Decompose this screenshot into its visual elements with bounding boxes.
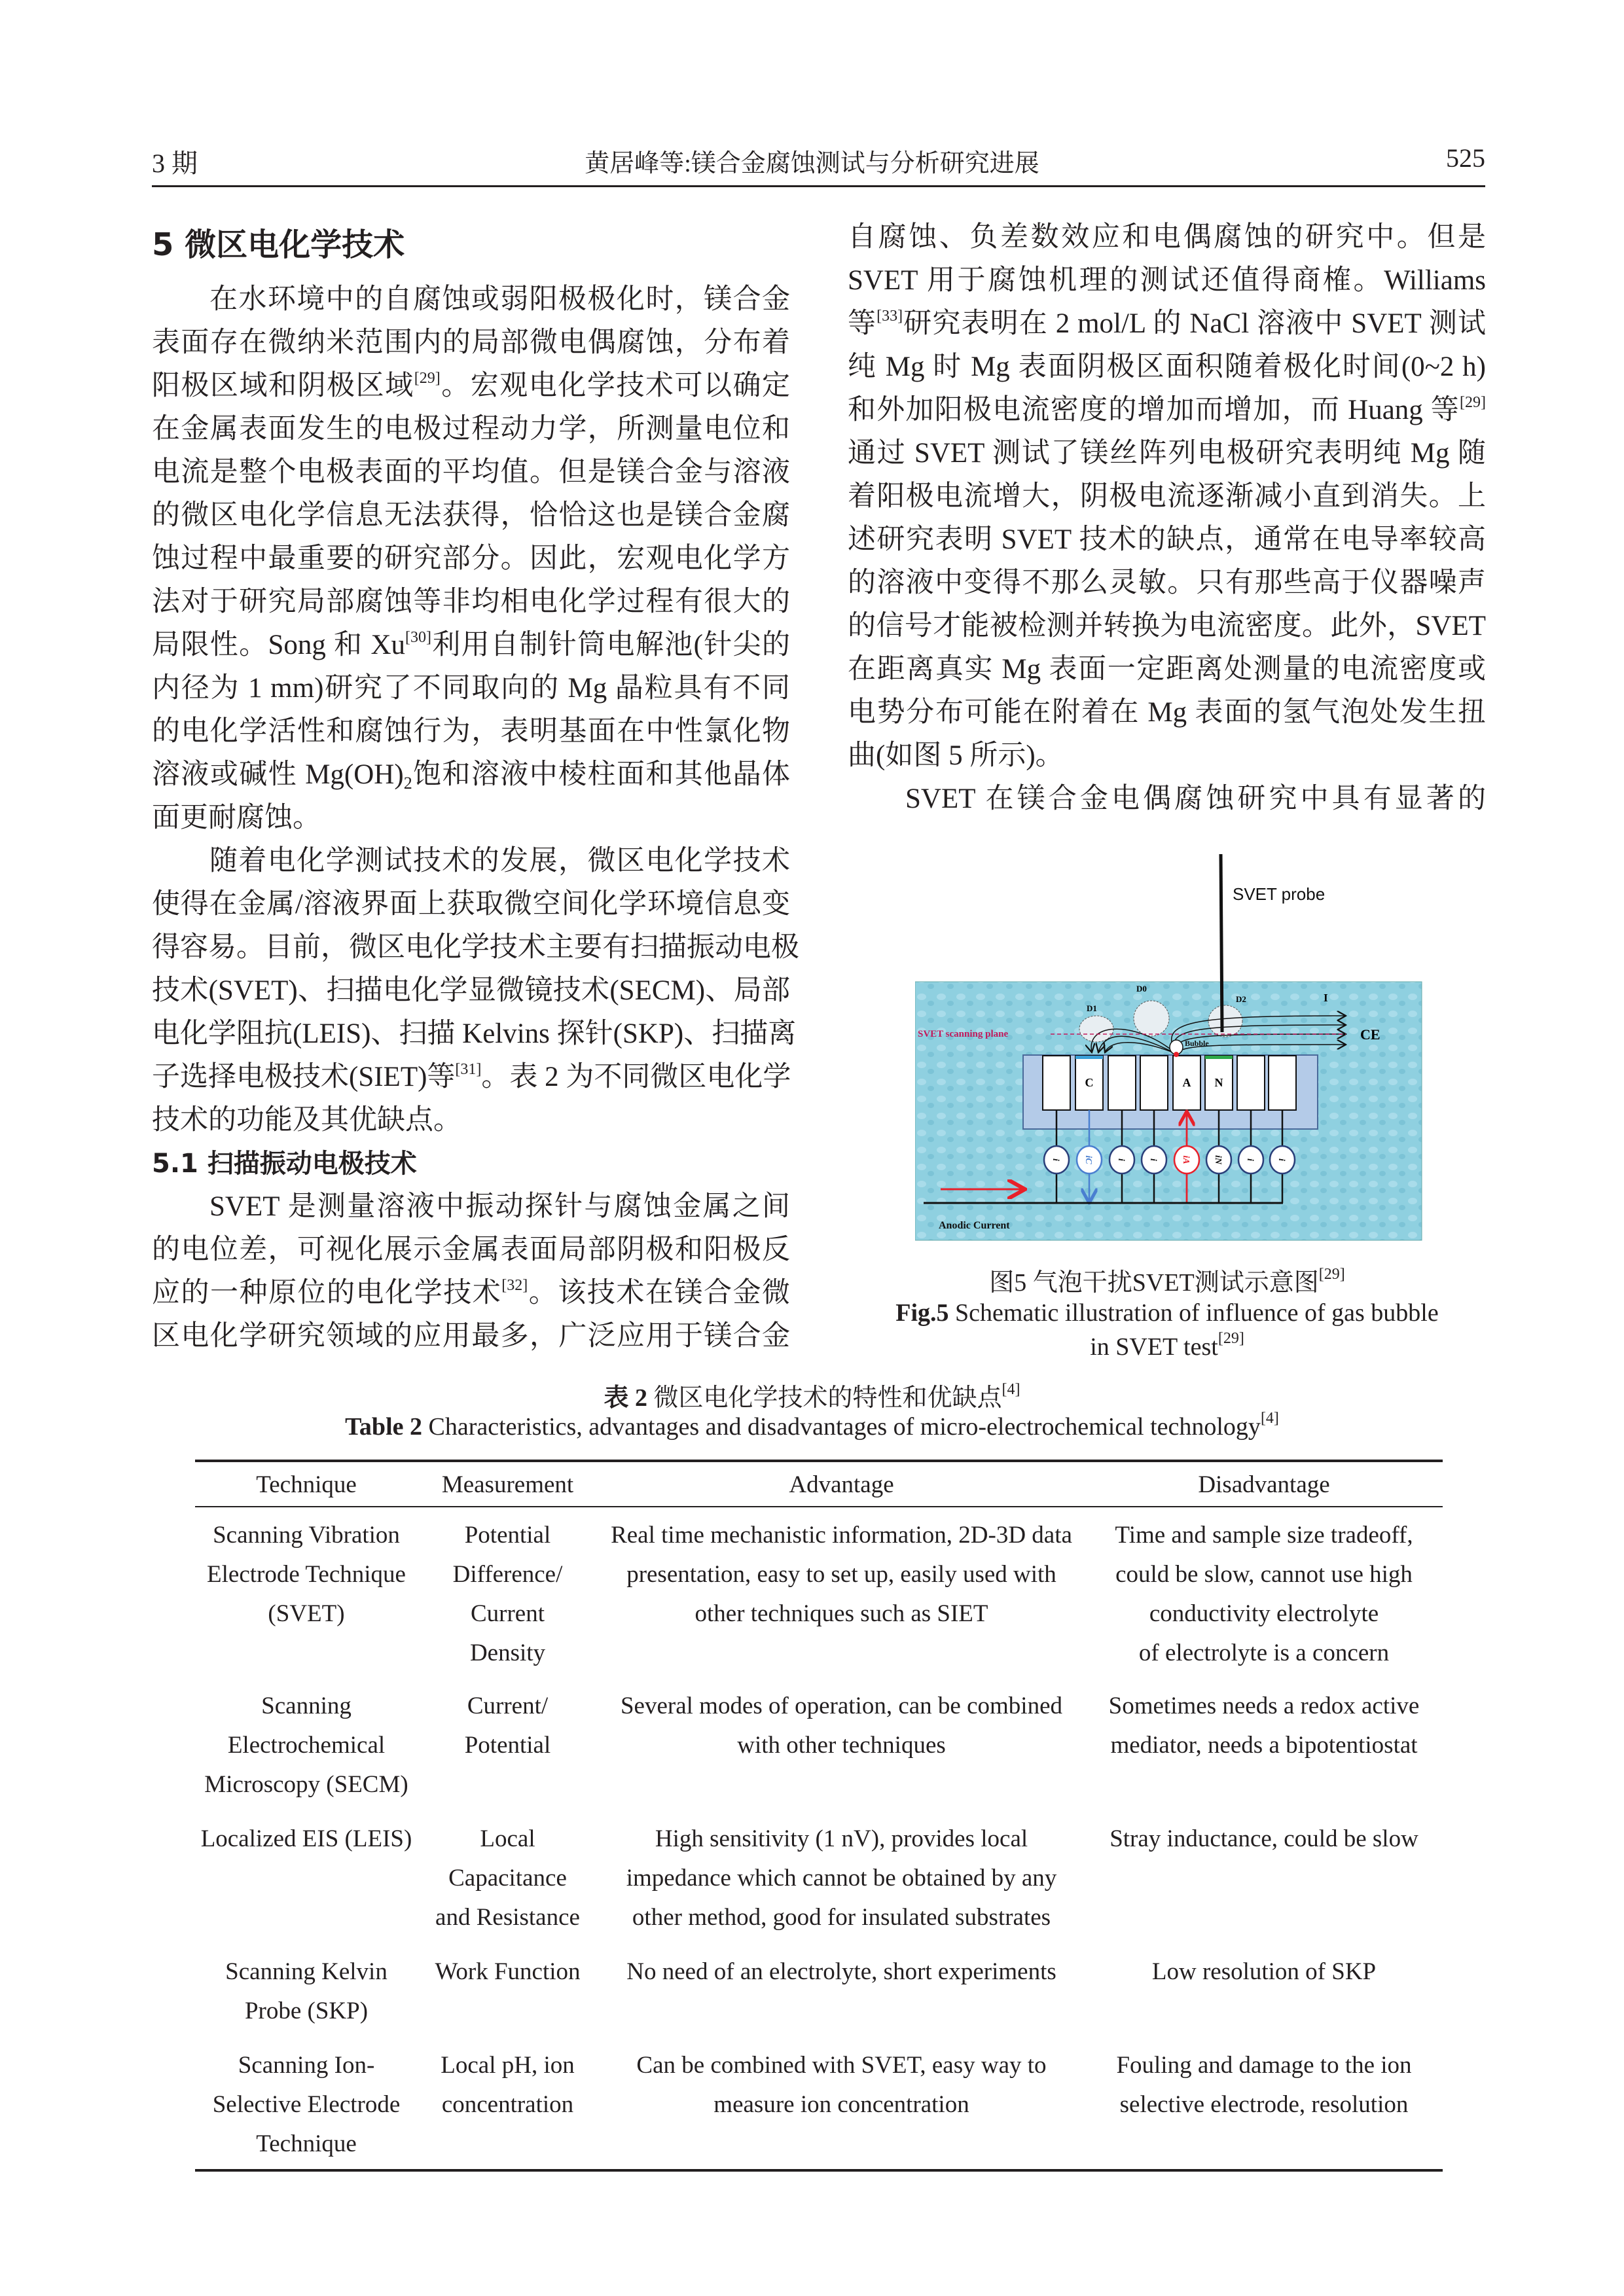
table-header-cell: Advantage	[789, 1471, 894, 1498]
d2-label: D2	[1236, 994, 1246, 1004]
text-segment: 在水环境中的自腐蚀或弱阳极极化时，镁合金	[209, 284, 790, 315]
table-caption-en	[0, 1412, 1624, 1441]
current-meter-label: i	[1148, 1158, 1158, 1161]
caption-text: Schematic illustration of influence of gas bubble	[948, 1299, 1439, 1327]
text-segment: 研究表明在 2 mol/L 的 NaCl 溶液中 SVET 测试	[903, 308, 1487, 339]
citation-ref: [32]	[501, 1277, 528, 1294]
text-segment: 5.1 扫描振动电极技术	[152, 1149, 417, 1179]
text-segment: 蚀过程中最重要的研究部分。因此，宏观电化学方	[152, 543, 790, 574]
text-line	[848, 778, 1486, 821]
text-line	[152, 1315, 790, 1358]
electrode	[1140, 1056, 1168, 1110]
text-line	[152, 365, 790, 408]
text-line	[848, 734, 1486, 778]
text-segment: SVET 在镁合金电偶腐蚀研究中具有显著的	[905, 783, 1486, 814]
text-line	[152, 883, 790, 926]
electrode-label: N	[1214, 1076, 1223, 1089]
table-cell: Low resolution of SKP	[1151, 1958, 1377, 1985]
text-segment: 的电位差，可视化展示金属表面局部阴极和阳极反	[152, 1234, 790, 1265]
text-line	[152, 494, 790, 537]
table-header-cell: Measurement	[441, 1471, 574, 1498]
table-header-cell: Technique	[256, 1471, 357, 1498]
text-line	[152, 1056, 790, 1099]
current-i-label: I	[1324, 992, 1328, 1004]
text-segment: 电势分布可能在附着在 Mg 表面的氢气泡处发生扭	[848, 697, 1486, 728]
text-segment: 。宏观电化学技术可以确定	[440, 370, 791, 401]
citation-ref: [30]	[405, 629, 431, 646]
left-column-text	[152, 278, 799, 1358]
text-segment: 曲(如图 5 所示)。	[848, 740, 1064, 771]
text-line	[152, 581, 790, 624]
table-cell: Fouling and damage to the ion selective electrode, resolution	[1116, 2052, 1412, 2118]
text-segment: 阳极区域和阴极区域	[152, 370, 414, 401]
text-segment: 。表 2 为不同微区电化学	[481, 1062, 791, 1092]
text-segment: 区电化学研究领域的应用最多，广泛应用于镁合金	[152, 1321, 790, 1352]
svet-probe-label: SVET probe	[1233, 884, 1326, 904]
table-cell: Scanning Vibration Electrode Technique (SVET)	[207, 1522, 406, 1627]
text-segment: 使得在金属/溶液界面上获取微空间化学环境信息变	[152, 889, 790, 920]
caption-ref: [29]	[1218, 1330, 1244, 1347]
caption-label: 表 2	[604, 1384, 647, 1412]
text-line	[152, 926, 799, 969]
text-line	[848, 216, 1486, 259]
subsection-heading	[152, 1142, 790, 1185]
header-rule	[152, 185, 1485, 187]
table-cell: Time and sample size tradeoff, could be slow, cannot use high conductivity electrolyte of electrolyte is a concern	[1115, 1522, 1413, 1666]
text-line	[152, 624, 790, 667]
text-segment: 得容易。目前，微区电化学技术主要有扫描振动电极	[152, 932, 799, 963]
text-segment: 利用自制针筒电解池(针尖的	[431, 630, 790, 660]
text-segment: 饱和溶液中棱柱面和其他晶体	[412, 759, 791, 790]
table-cell: Scanning Kelvin Probe (SKP)	[225, 1958, 388, 2024]
subscript: 2	[403, 774, 412, 793]
right-column-text	[848, 216, 1486, 821]
text-segment: 的溶液中变得不那么灵敏。只有那些高于仪器噪声	[848, 567, 1486, 598]
text-line	[848, 432, 1486, 475]
text-line	[848, 346, 1486, 389]
electrode	[1269, 1056, 1296, 1110]
text-segment: 法对于研究局部腐蚀等非均相电化学过程有很大的	[152, 586, 790, 617]
figure-svet-schematic	[915, 854, 1426, 1247]
text-line	[848, 518, 1486, 562]
svet-probe	[1221, 854, 1222, 1032]
text-line	[152, 1013, 797, 1056]
scanning-plane-label: SVET scanning plane	[918, 1029, 1009, 1039]
table-cell: Local pH, ion concentration	[441, 2052, 575, 2118]
table-cell: Sometimes needs a redox active mediator, needs a bipotentiostat	[1108, 1693, 1420, 1759]
counter-electrode-label: CE	[1360, 1026, 1380, 1043]
electrode-label: C	[1085, 1076, 1094, 1089]
anodic-current-label: Anodic Current	[939, 1220, 1010, 1231]
text-line	[152, 710, 790, 753]
table-cell: Potential Difference/ Current Density	[452, 1522, 563, 1666]
d1-label: D1	[1087, 1003, 1097, 1013]
current-meter-label: i	[1116, 1158, 1126, 1161]
text-segment: SVET 是测量溶液中振动探针与腐蚀金属之间	[209, 1191, 790, 1222]
table-header-cell: Disadvantage	[1198, 1471, 1330, 1498]
caption-ref: [4]	[1260, 1410, 1279, 1427]
text-segment: 着阳极电流增大，阴极电流逐渐减小直到消失。上	[848, 481, 1486, 512]
text-segment: 述研究表明 SVET 技术的缺点，通常在电导率较高	[848, 524, 1486, 555]
text-line	[152, 840, 790, 883]
figure-caption-cn	[890, 1262, 1444, 1298]
caption-text: 微区电化学技术的特性和优缺点	[647, 1384, 1002, 1412]
text-line	[152, 408, 790, 451]
caption-label: Fig.5	[895, 1299, 949, 1327]
text-line	[152, 1272, 790, 1315]
citation-ref: [29]	[414, 370, 441, 387]
current-meter-label: i	[1245, 1158, 1255, 1161]
text-line	[848, 648, 1486, 691]
citation-ref: [29]	[1460, 394, 1486, 411]
running-title: 黄居峰等:镁合金腐蚀测试与分析研究进展	[585, 150, 1039, 177]
d0-label: D0	[1136, 984, 1147, 994]
text-segment: 面更耐腐蚀。	[152, 802, 321, 833]
table-cell: Stray inductance, could be slow	[1110, 1825, 1418, 1852]
electrode	[1237, 1056, 1265, 1110]
text-segment: 。该技术在镁合金微	[528, 1278, 791, 1308]
current-meter-label: iA	[1181, 1155, 1191, 1164]
current-meter-label: iN	[1213, 1155, 1223, 1164]
text-line	[152, 321, 790, 365]
table-cell: Scanning Ion- Selective Electrode Technique	[212, 2052, 401, 2157]
text-line	[848, 259, 1486, 302]
text-segment: 随着电化学测试技术的发展，微区电化学技术	[209, 846, 790, 876]
text-segment: 通过 SVET 测试了镁丝阵列电极研究表明纯 Mg 随	[848, 438, 1486, 469]
bubble-label: Bubble	[1185, 1039, 1209, 1048]
caption-text: 图5 气泡干扰SVET测试示意图	[989, 1269, 1319, 1297]
text-line	[152, 797, 790, 840]
text-segment: 表面存在微纳米范围内的局部微电偶腐蚀，分布着	[152, 327, 790, 358]
citation-ref: [31]	[455, 1061, 482, 1078]
text-segment: 等	[848, 308, 877, 339]
text-segment: 局限性。Song 和 Xu	[152, 630, 405, 660]
text-segment: SVET 用于腐蚀机理的测试还值得商榷。Williams	[848, 265, 1486, 296]
table-cell: No need of an electrolyte, short experiments	[626, 1958, 1056, 1985]
table-top-rule	[195, 1460, 1443, 1462]
caption-text: Characteristics, advantages and disadvantages of micro-electrochemical technology	[422, 1413, 1261, 1441]
text-line	[848, 691, 1486, 734]
table-cell: Can be combined with SVET, easy way to measure ion concentration	[636, 2052, 1047, 2118]
caption-ref: [29]	[1318, 1266, 1345, 1283]
text-segment: 的电化学活性和腐蚀行为，表明基面在中性氯化物	[152, 716, 790, 747]
issue-number: 3 期	[152, 149, 198, 178]
text-segment: 应的一种原位的电化学技术	[152, 1278, 502, 1308]
text-line	[152, 451, 790, 494]
bubble-contact-point	[1174, 1052, 1179, 1057]
text-segment: 的信号才能被检测并转换为电流密度。此外，SVET	[848, 611, 1486, 641]
current-meter-label: i	[1276, 1158, 1286, 1161]
current-meter-label: i	[1051, 1158, 1060, 1161]
text-line	[152, 1185, 790, 1229]
text-segment: 子选择电极技术(SIET)等	[152, 1062, 456, 1092]
text-segment: 电流是整个电极表面的平均值。但是镁合金与溶液	[152, 457, 790, 488]
caption-text-2: in SVET test	[1090, 1333, 1218, 1361]
svet-diagram	[915, 854, 1426, 1247]
citation-ref: [33]	[876, 308, 903, 325]
table-cell: Several modes of operation, can be combined with other techniques	[620, 1693, 1062, 1759]
d2-region	[1208, 1005, 1242, 1037]
text-line	[848, 562, 1486, 605]
table-cell: Local Capacitance and Resistance	[435, 1825, 580, 1931]
d0-region	[1134, 1001, 1169, 1036]
text-segment: 在金属表面发生的电极过程动力学，所测量电位和	[152, 414, 790, 444]
current-meter-label: iC	[1083, 1155, 1093, 1164]
text-segment: 的微区电化学信息无法获得，恰恰这也是镁合金腐	[152, 500, 790, 531]
text-line	[848, 475, 1486, 518]
text-segment: 纯 Mg 时 Mg 表面阴极区面积随着极化时间(0~2 h)	[848, 351, 1486, 382]
text-segment: 技术(SVET)、扫描电化学显微镜技术(SECM)、局部	[152, 975, 790, 1006]
text-line	[152, 969, 790, 1013]
cathode-marker	[1075, 1056, 1103, 1059]
text-line	[152, 1229, 790, 1272]
text-line	[848, 302, 1486, 346]
d1-region	[1079, 1016, 1113, 1042]
figure-caption-en	[890, 1296, 1444, 1364]
table-cell: Real time mechanistic information, 2D-3D data presentation, easy to set up, easily used with other techniques such as SIET	[611, 1522, 1072, 1627]
electrode	[1108, 1056, 1136, 1110]
table-cell: High sensitivity (1 nV), provides local impedance which cannot be obtained by any other method, good for insulated substrates	[626, 1825, 1057, 1931]
neutral-marker	[1205, 1056, 1233, 1059]
text-line	[152, 537, 790, 581]
text-line	[848, 605, 1486, 648]
table-cell: Work Function	[435, 1958, 581, 1985]
caption-ref: [4]	[1001, 1381, 1020, 1398]
table-caption-cn	[0, 1377, 1624, 1413]
table-bottom-rule	[195, 2169, 1443, 2172]
text-segment: 自腐蚀、负差数效应和电偶腐蚀的研究中。但是	[848, 222, 1486, 253]
text-segment: 技术的功能及其优缺点。	[152, 1105, 461, 1136]
text-segment: 电化学阻抗(LEIS)、扫描 Kelvins 探针(SKP)、扫描离	[152, 1018, 797, 1049]
table-cell: Current/ Potential	[464, 1693, 551, 1759]
section-title: 5 微区电化学技术	[152, 226, 405, 263]
table-cell: Scanning Electrochemical Microscopy (SECM)	[204, 1693, 408, 1798]
caption-label: Table 2	[345, 1413, 422, 1441]
text-line	[152, 667, 790, 710]
electrode-label: A	[1182, 1076, 1191, 1089]
text-line	[848, 389, 1486, 432]
page-number: 525	[1446, 143, 1485, 173]
table-header-rule	[195, 1506, 1443, 1507]
text-segment: 在距离真实 Mg 表面一定距离处测量的电流密度或	[848, 654, 1486, 685]
text-line	[152, 753, 790, 797]
text-line	[152, 278, 790, 321]
text-segment: 和外加阳极电流密度的增加而增加，而 Huang 等	[848, 395, 1460, 425]
electrode	[1043, 1056, 1070, 1110]
table-cell: Localized EIS (LEIS)	[200, 1825, 412, 1852]
text-line	[152, 1099, 790, 1142]
text-segment: 溶液或碱性 Mg(OH)	[152, 759, 404, 790]
text-segment: 内径为 1 mm)研究了不同取向的 Mg 晶粒具有不同	[152, 673, 790, 704]
